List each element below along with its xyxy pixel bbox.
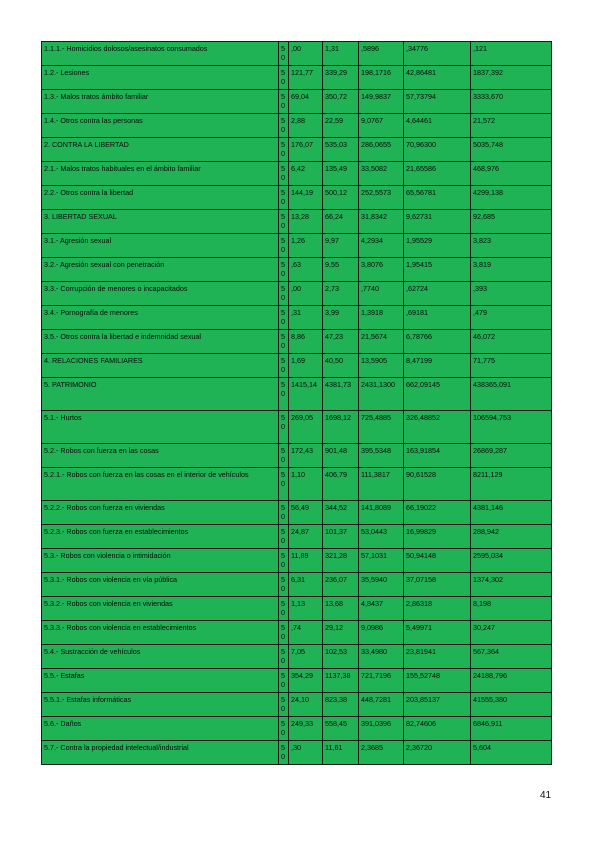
maximum-cell: 135,49 xyxy=(323,162,359,186)
n-cell: 50 xyxy=(279,354,289,378)
std-deviation-cell: 42,86481 xyxy=(404,66,471,90)
table-row xyxy=(42,138,552,162)
table-row xyxy=(42,354,552,378)
minimum-cell: 172,43 xyxy=(289,444,323,468)
n-cell: 50 xyxy=(279,258,289,282)
table-row xyxy=(42,186,552,210)
maximum-cell: 535,03 xyxy=(323,138,359,162)
crime-category-cell: 1.1.1.- Homicidios dolosos/asesinatos consumados xyxy=(42,42,279,66)
table-row xyxy=(42,282,552,306)
variance-cell: 3333,670 xyxy=(471,90,552,114)
maximum-cell: 406,79 xyxy=(323,468,359,501)
mean-cell: 252,5573 xyxy=(359,186,404,210)
std-deviation-cell: 65,56781 xyxy=(404,186,471,210)
table-row xyxy=(42,90,552,114)
minimum-cell: ,63 xyxy=(289,258,323,282)
variance-cell: 1837,392 xyxy=(471,66,552,90)
n-cell: 50 xyxy=(279,306,289,330)
minimum-cell: 1,26 xyxy=(289,234,323,258)
n-cell: 50 xyxy=(279,282,289,306)
maximum-cell: 321,28 xyxy=(323,549,359,573)
minimum-cell: 1,69 xyxy=(289,354,323,378)
n-cell: 50 xyxy=(279,501,289,525)
std-deviation-cell: 21,65586 xyxy=(404,162,471,186)
n-cell: 50 xyxy=(279,597,289,621)
minimum-cell: 7,05 xyxy=(289,645,323,669)
crime-category-cell: 5.3.3.- Robos con violencia en establecimientos xyxy=(42,621,279,645)
std-deviation-cell: 1,95415 xyxy=(404,258,471,282)
variance-cell: 3,823 xyxy=(471,234,552,258)
maximum-cell: 22,59 xyxy=(323,114,359,138)
std-deviation-cell: 163,91854 xyxy=(404,444,471,468)
std-deviation-cell: 9,62731 xyxy=(404,210,471,234)
maximum-cell: 823,38 xyxy=(323,693,359,717)
minimum-cell: 24,10 xyxy=(289,693,323,717)
minimum-cell: ,31 xyxy=(289,306,323,330)
mean-cell: ,5896 xyxy=(359,42,404,66)
table-row xyxy=(42,42,552,66)
std-deviation-cell: 57,73794 xyxy=(404,90,471,114)
minimum-cell: 249,33 xyxy=(289,717,323,741)
n-cell: 50 xyxy=(279,66,289,90)
crime-category-cell: 2.1.- Malos tratos habituales en el ámbito familiar xyxy=(42,162,279,186)
mean-cell: 31,8342 xyxy=(359,210,404,234)
variance-cell: 46,072 xyxy=(471,330,552,354)
maximum-cell: 236,07 xyxy=(323,573,359,597)
variance-cell: ,393 xyxy=(471,282,552,306)
crime-category-cell: 3.2.- Agresión sexual con penetración xyxy=(42,258,279,282)
std-deviation-cell: 82,74606 xyxy=(404,717,471,741)
variance-cell: 92,685 xyxy=(471,210,552,234)
variance-cell: 106594,753 xyxy=(471,411,552,444)
maximum-cell: 2,73 xyxy=(323,282,359,306)
maximum-cell: 102,53 xyxy=(323,645,359,669)
variance-cell: 30,247 xyxy=(471,621,552,645)
variance-cell: 26869,287 xyxy=(471,444,552,468)
std-deviation-cell: 90,61528 xyxy=(404,468,471,501)
maximum-cell: 339,29 xyxy=(323,66,359,90)
mean-cell: 4,2934 xyxy=(359,234,404,258)
n-cell: 50 xyxy=(279,621,289,645)
n-cell: 50 xyxy=(279,162,289,186)
n-cell: 50 xyxy=(279,186,289,210)
minimum-cell: 6,42 xyxy=(289,162,323,186)
table-row xyxy=(42,525,552,549)
mean-cell: 3,8076 xyxy=(359,258,404,282)
minimum-cell: 144,19 xyxy=(289,186,323,210)
crime-category-cell: 5.2.- Robos con fuerza en las cosas xyxy=(42,444,279,468)
minimum-cell: 1,13 xyxy=(289,597,323,621)
n-cell: 50 xyxy=(279,411,289,444)
mean-cell: 391,0396 xyxy=(359,717,404,741)
crime-category-cell: 5. PATRIMONIO xyxy=(42,378,279,411)
table-row xyxy=(42,501,552,525)
std-deviation-cell: 6,78766 xyxy=(404,330,471,354)
std-deviation-cell: 16,99829 xyxy=(404,525,471,549)
n-cell: 50 xyxy=(279,444,289,468)
mean-cell: 2431,1300 xyxy=(359,378,404,411)
variance-cell: 4381,146 xyxy=(471,501,552,525)
table-row xyxy=(42,549,552,573)
crime-category-cell: 2.2.- Otros contra la libertad xyxy=(42,186,279,210)
table-row xyxy=(42,468,552,501)
n-cell: 50 xyxy=(279,645,289,669)
table-row xyxy=(42,669,552,693)
variance-cell: 288,942 xyxy=(471,525,552,549)
maximum-cell: 9,55 xyxy=(323,258,359,282)
variance-cell: 21,572 xyxy=(471,114,552,138)
table-row xyxy=(42,258,552,282)
mean-cell: 141,8089 xyxy=(359,501,404,525)
mean-cell: ,7740 xyxy=(359,282,404,306)
std-deviation-cell: 326,48852 xyxy=(404,411,471,444)
crime-category-cell: 3.1.- Agresión sexual xyxy=(42,234,279,258)
n-cell: 50 xyxy=(279,138,289,162)
mean-cell: 149,9837 xyxy=(359,90,404,114)
table-row xyxy=(42,741,552,765)
maximum-cell: 66,24 xyxy=(323,210,359,234)
minimum-cell: 1,10 xyxy=(289,468,323,501)
crime-category-cell: 5.7.- Contra la propiedad intelectual/industrial xyxy=(42,741,279,765)
table-row xyxy=(42,378,552,411)
crime-category-cell: 5.2.1.- Robos con fuerza en las cosas en el interior de vehículos xyxy=(42,468,279,501)
crime-category-cell: 5.2.2.- Robos con fuerza en viviendas xyxy=(42,501,279,525)
n-cell: 50 xyxy=(279,468,289,501)
std-deviation-cell: 662,09145 xyxy=(404,378,471,411)
mean-cell: 721,7196 xyxy=(359,669,404,693)
mean-cell: 2,3685 xyxy=(359,741,404,765)
minimum-cell: 69,04 xyxy=(289,90,323,114)
table-row xyxy=(42,114,552,138)
maximum-cell: 500,12 xyxy=(323,186,359,210)
maximum-cell: 344,52 xyxy=(323,501,359,525)
std-deviation-cell: ,62724 xyxy=(404,282,471,306)
table-row xyxy=(42,330,552,354)
mean-cell: 448,7281 xyxy=(359,693,404,717)
std-deviation-cell: 8,47199 xyxy=(404,354,471,378)
variance-cell: 24188,796 xyxy=(471,669,552,693)
minimum-cell: 354,29 xyxy=(289,669,323,693)
table-row xyxy=(42,234,552,258)
crime-category-cell: 5.3.2.- Robos con violencia en viviendas xyxy=(42,597,279,621)
n-cell: 50 xyxy=(279,741,289,765)
maximum-cell: 11,61 xyxy=(323,741,359,765)
table-row xyxy=(42,210,552,234)
table-row xyxy=(42,621,552,645)
crime-category-cell: 1.3.- Malos tratos ámbito familiar xyxy=(42,90,279,114)
mean-cell: 9,0767 xyxy=(359,114,404,138)
mean-cell: 33,5082 xyxy=(359,162,404,186)
variance-cell: ,479 xyxy=(471,306,552,330)
minimum-cell: 56,49 xyxy=(289,501,323,525)
minimum-cell: ,00 xyxy=(289,282,323,306)
n-cell: 50 xyxy=(279,210,289,234)
table-body xyxy=(42,42,552,765)
maximum-cell: 1698,12 xyxy=(323,411,359,444)
maximum-cell: 4381,73 xyxy=(323,378,359,411)
table-row xyxy=(42,411,552,444)
mean-cell: 725,4885 xyxy=(359,411,404,444)
maximum-cell: 901,48 xyxy=(323,444,359,468)
minimum-cell: 121,77 xyxy=(289,66,323,90)
variance-cell: 438365,091 xyxy=(471,378,552,411)
crime-category-cell: 3.5.- Otros contra la libertad e indemnidad sexual xyxy=(42,330,279,354)
table-row xyxy=(42,717,552,741)
crime-category-cell: 2. CONTRA LA LIBERTAD xyxy=(42,138,279,162)
n-cell: 50 xyxy=(279,42,289,66)
minimum-cell: 11,89 xyxy=(289,549,323,573)
std-deviation-cell: 155,52748 xyxy=(404,669,471,693)
n-cell: 50 xyxy=(279,669,289,693)
variance-cell: 567,364 xyxy=(471,645,552,669)
crime-category-cell: 5.5.1.- Estafas informáticas xyxy=(42,693,279,717)
variance-cell: 6846,911 xyxy=(471,717,552,741)
mean-cell: 111,3817 xyxy=(359,468,404,501)
n-cell: 50 xyxy=(279,234,289,258)
maximum-cell: 9,97 xyxy=(323,234,359,258)
mean-cell: 35,5940 xyxy=(359,573,404,597)
variance-cell: 71,775 xyxy=(471,354,552,378)
statistics-table xyxy=(41,41,552,765)
minimum-cell: 269,05 xyxy=(289,411,323,444)
crime-category-cell: 1.4.- Otros contra las personas xyxy=(42,114,279,138)
table-row xyxy=(42,645,552,669)
std-deviation-cell: 2,86318 xyxy=(404,597,471,621)
minimum-cell: 8,86 xyxy=(289,330,323,354)
crime-category-cell: 5.5.- Estafas xyxy=(42,669,279,693)
maximum-cell: 29,12 xyxy=(323,621,359,645)
std-deviation-cell: 2,36720 xyxy=(404,741,471,765)
n-cell: 50 xyxy=(279,717,289,741)
minimum-cell: 6,31 xyxy=(289,573,323,597)
mean-cell: 9,0986 xyxy=(359,621,404,645)
minimum-cell: ,30 xyxy=(289,741,323,765)
crime-category-cell: 5.3.1.- Robos con violencia en vía pública xyxy=(42,573,279,597)
n-cell: 50 xyxy=(279,330,289,354)
variance-cell: 8211,129 xyxy=(471,468,552,501)
table-row xyxy=(42,693,552,717)
crime-category-cell: 4. RELACIONES FAMILIARES xyxy=(42,354,279,378)
std-deviation-cell: ,69181 xyxy=(404,306,471,330)
n-cell: 50 xyxy=(279,693,289,717)
std-deviation-cell: 5,49971 xyxy=(404,621,471,645)
mean-cell: 13,5905 xyxy=(359,354,404,378)
maximum-cell: 1,31 xyxy=(323,42,359,66)
mean-cell: 395,5348 xyxy=(359,444,404,468)
table-row xyxy=(42,66,552,90)
std-deviation-cell: 37,07158 xyxy=(404,573,471,597)
std-deviation-cell: 50,94148 xyxy=(404,549,471,573)
n-cell: 50 xyxy=(279,378,289,411)
table-row xyxy=(42,573,552,597)
std-deviation-cell: 203,85137 xyxy=(404,693,471,717)
minimum-cell: ,00 xyxy=(289,42,323,66)
mean-cell: 286,0655 xyxy=(359,138,404,162)
maximum-cell: 101,37 xyxy=(323,525,359,549)
variance-cell: 2595,034 xyxy=(471,549,552,573)
mean-cell: 1,3918 xyxy=(359,306,404,330)
n-cell: 50 xyxy=(279,114,289,138)
maximum-cell: 40,50 xyxy=(323,354,359,378)
crime-category-cell: 3.3.- Corrupción de menores o incapacitados xyxy=(42,282,279,306)
n-cell: 50 xyxy=(279,525,289,549)
maximum-cell: 13,68 xyxy=(323,597,359,621)
minimum-cell: ,74 xyxy=(289,621,323,645)
crime-category-cell: 3. LIBERTAD SEXUAL xyxy=(42,210,279,234)
minimum-cell: 1415,14 xyxy=(289,378,323,411)
variance-cell: 5,604 xyxy=(471,741,552,765)
crime-category-cell: 5.6.- Daños xyxy=(42,717,279,741)
crime-category-cell: 5.2.3.- Robos con fuerza en establecimientos xyxy=(42,525,279,549)
mean-cell: 4,8437 xyxy=(359,597,404,621)
std-deviation-cell: 4,64461 xyxy=(404,114,471,138)
std-deviation-cell: ,34776 xyxy=(404,42,471,66)
variance-cell: 41555,380 xyxy=(471,693,552,717)
mean-cell: 21,5674 xyxy=(359,330,404,354)
maximum-cell: 47,23 xyxy=(323,330,359,354)
minimum-cell: 24,87 xyxy=(289,525,323,549)
mean-cell: 57,1031 xyxy=(359,549,404,573)
variance-cell: 468,976 xyxy=(471,162,552,186)
maximum-cell: 350,72 xyxy=(323,90,359,114)
page-number: 41 xyxy=(540,790,552,801)
std-deviation-cell: 1,95529 xyxy=(404,234,471,258)
table-row xyxy=(42,444,552,468)
n-cell: 50 xyxy=(279,573,289,597)
variance-cell: ,121 xyxy=(471,42,552,66)
mean-cell: 53,0443 xyxy=(359,525,404,549)
mean-cell: 198,1716 xyxy=(359,66,404,90)
std-deviation-cell: 23,81941 xyxy=(404,645,471,669)
crime-category-cell: 5.3.- Robos con violencia o intimidación xyxy=(42,549,279,573)
variance-cell: 4299,138 xyxy=(471,186,552,210)
n-cell: 50 xyxy=(279,549,289,573)
minimum-cell: 176,07 xyxy=(289,138,323,162)
table-row xyxy=(42,306,552,330)
minimum-cell: 2,88 xyxy=(289,114,323,138)
std-deviation-cell: 66,19022 xyxy=(404,501,471,525)
table-row xyxy=(42,597,552,621)
crime-category-cell: 5.1.- Hurtos xyxy=(42,411,279,444)
variance-cell: 3,819 xyxy=(471,258,552,282)
variance-cell: 5035,748 xyxy=(471,138,552,162)
n-cell: 50 xyxy=(279,90,289,114)
maximum-cell: 1137,38 xyxy=(323,669,359,693)
variance-cell: 8,198 xyxy=(471,597,552,621)
crime-category-cell: 1.2.- Lesiones xyxy=(42,66,279,90)
crime-category-cell: 3.4.- Pornografía de menores xyxy=(42,306,279,330)
crime-category-cell: 5.4.- Sustracción de vehículos xyxy=(42,645,279,669)
std-deviation-cell: 70,96300 xyxy=(404,138,471,162)
maximum-cell: 3,99 xyxy=(323,306,359,330)
table-row xyxy=(42,162,552,186)
minimum-cell: 13,28 xyxy=(289,210,323,234)
mean-cell: 33,4980 xyxy=(359,645,404,669)
variance-cell: 1374,302 xyxy=(471,573,552,597)
maximum-cell: 558,45 xyxy=(323,717,359,741)
